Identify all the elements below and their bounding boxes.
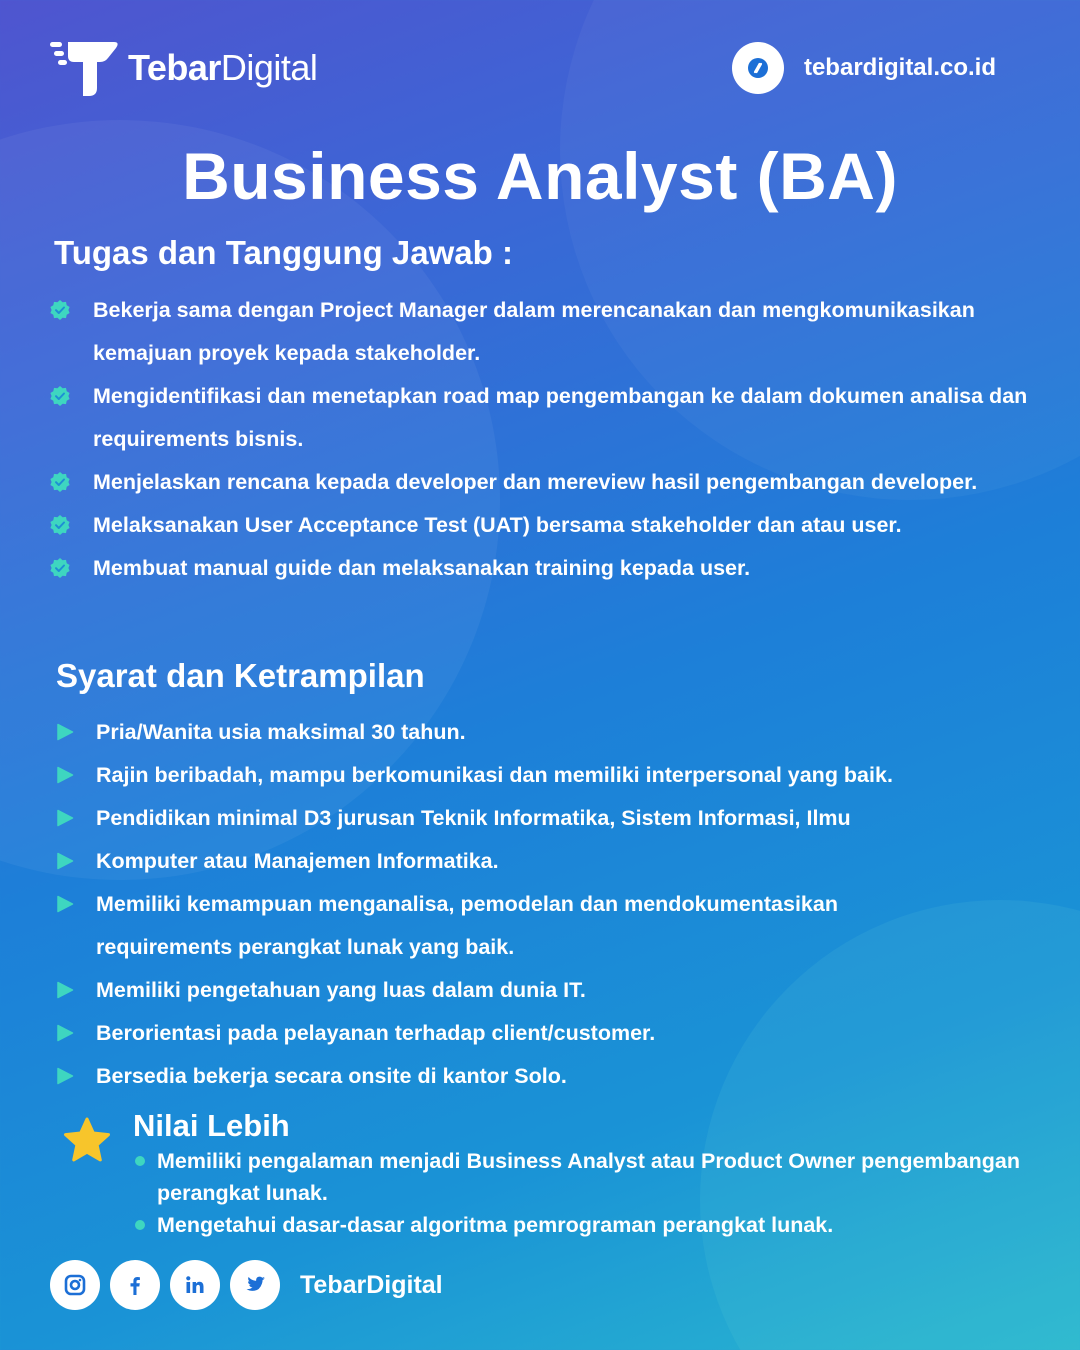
triangle-bullet-icon: [56, 981, 74, 999]
list-item-continuation: [52, 926, 1052, 969]
triangle-bullet-icon: [56, 1024, 74, 1042]
check-badge-icon: [50, 386, 70, 406]
list-item: [48, 504, 1048, 547]
duty-text: Bekerja sama dengan Project Manager dalam merencanakan dan mengkomunikasikan kemajuan proyek kepada stakeholder.: [93, 298, 975, 365]
extra-text: Mengetahui dasar-dasar algoritma pemrograman perangkat lunak.: [157, 1213, 834, 1237]
list-item: [48, 289, 1048, 375]
requirements-heading: Syarat dan Ketrampilan: [56, 657, 425, 694]
requirement-text: Memiliki pengetahuan yang luas dalam dunia IT.: [96, 978, 586, 1002]
website-url: tebardigital.co.id: [803, 54, 996, 81]
list-item: [52, 711, 1052, 754]
duty-text: Melaksanakan User Acceptance Test (UAT) bersama stakeholder dan atau user.: [93, 513, 902, 537]
list-item: [48, 375, 1048, 461]
link-icon: [732, 42, 784, 94]
requirement-text: Rajin beribadah, mampu berkomunikasi dan memiliki interpersonal yang baik.: [96, 763, 893, 787]
requirement-text: Pendidikan minimal D3 jurusan Teknik Informatika, Sistem Informasi, Ilmu: [96, 806, 851, 830]
duty-text: Menjelaskan rencana kepada developer dan mereview hasil pengembangan developer.: [93, 470, 978, 494]
check-badge-icon: [50, 558, 70, 578]
requirement-text: Pria/Wanita usia maksimal 30 tahun.: [96, 720, 466, 744]
list-item: [52, 1012, 1052, 1055]
tebardigital-logo-icon: [50, 40, 120, 96]
duty-text: Mengidentifikasi dan menetapkan road map pengembangan ke dalam dokumen analisa dan requirements bisnis.: [93, 384, 1028, 451]
list-item: [52, 883, 1052, 926]
dot-bullet-icon: [135, 1220, 145, 1230]
list-item: [52, 1055, 1052, 1098]
triangle-bullet-icon: [56, 852, 74, 870]
website-link[interactable]: [732, 42, 996, 94]
linkedin-icon[interactable]: [170, 1260, 220, 1310]
list-item: [133, 1145, 1033, 1209]
check-badge-icon: [50, 300, 70, 320]
list-item: [133, 1209, 1033, 1241]
requirement-text: Memiliki kemampuan menganalisa, pemodelan dan mendokumentasikan: [96, 892, 838, 916]
list-item: [52, 797, 1052, 840]
social-footer: [50, 1260, 443, 1310]
triangle-bullet-icon: [56, 895, 74, 913]
requirement-text: requirements perangkat lunak yang baik.: [96, 935, 515, 959]
social-handle: TebarDigital: [300, 1270, 443, 1299]
list-item: [52, 754, 1052, 797]
logo-text-light: Digital: [220, 47, 318, 88]
duty-text: Membuat manual guide dan melaksanakan training kepada user.: [93, 556, 751, 580]
extra-text: Memiliki pengalaman menjadi Business Analyst atau Product Owner pengembangan perangkat lunak.: [157, 1149, 1020, 1205]
twitter-icon[interactable]: [230, 1260, 280, 1310]
page-title: Business Analyst (BA): [182, 139, 898, 213]
requirements-list: [52, 711, 1052, 1098]
triangle-bullet-icon: [56, 766, 74, 784]
requirement-text: Komputer atau Manajemen Informatika.: [96, 849, 499, 873]
extra-heading: Nilai Lebih: [133, 1108, 290, 1143]
triangle-bullet-icon: [56, 809, 74, 827]
requirement-text: Bersedia bekerja secara onsite di kantor Solo.: [96, 1064, 567, 1088]
list-item: [48, 547, 1048, 590]
dot-bullet-icon: [135, 1156, 145, 1166]
list-item: [48, 461, 1048, 504]
duties-list: [48, 289, 1048, 590]
list-item: [52, 840, 1052, 883]
duties-heading: Tugas dan Tanggung Jawab :: [54, 234, 513, 271]
brand-logo[interactable]: [50, 40, 317, 96]
star-icon: [62, 1116, 112, 1166]
logo-text-bold: Tebar: [128, 47, 221, 88]
extra-list: [133, 1145, 1033, 1241]
requirement-text: Berorientasi pada pelayanan terhadap client/customer.: [96, 1021, 656, 1045]
check-badge-icon: [50, 515, 70, 535]
check-badge-icon: [50, 472, 70, 492]
list-item: [52, 969, 1052, 1012]
triangle-bullet-icon: [56, 723, 74, 741]
instagram-icon[interactable]: [50, 1260, 100, 1310]
triangle-bullet-icon: [56, 1067, 74, 1085]
facebook-icon[interactable]: [110, 1260, 160, 1310]
